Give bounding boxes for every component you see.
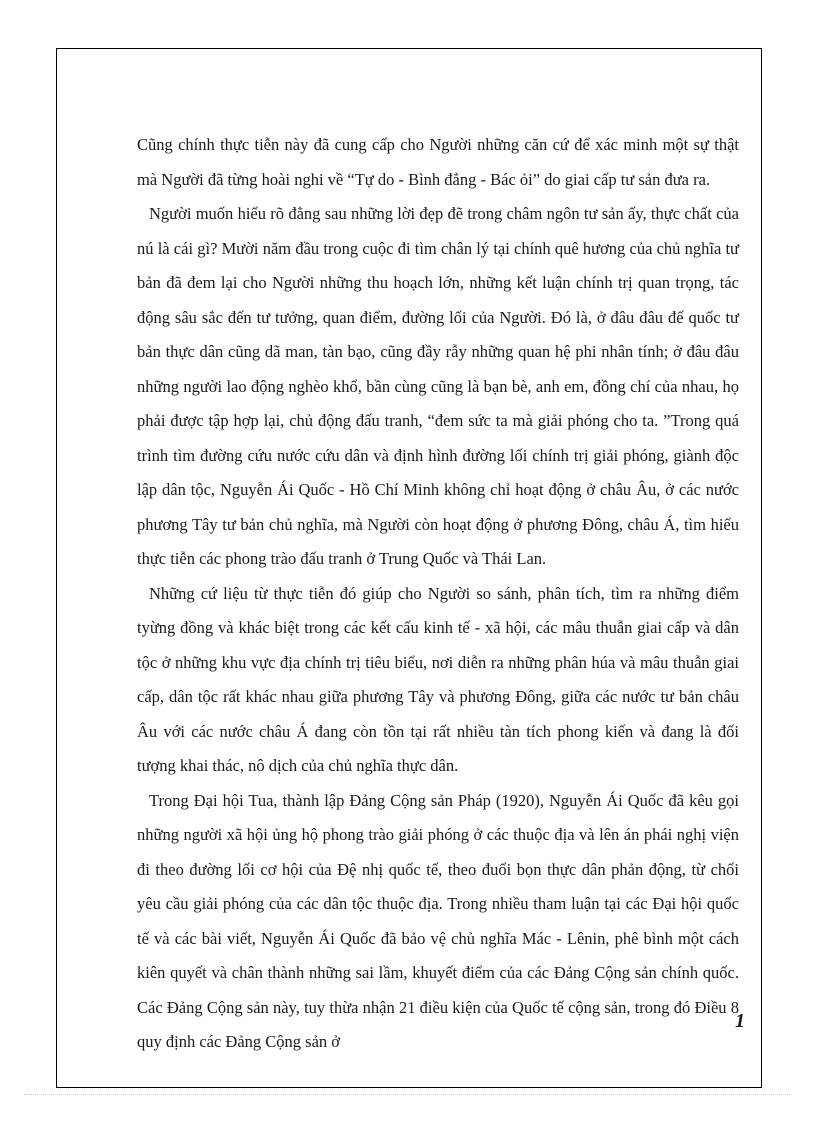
- paragraph-1: Cũng chính thực tiễn này đã cung cấp cho Người những căn cứ để xác minh một sự thật mà Người đã từng hoài nghi về “Tự do - Bình đẳng - Bác ỏi” do giai cấp tư sản đưa ra.: [137, 135, 739, 189]
- bottom-dotted-rule: [24, 1094, 792, 1095]
- paragraph-4: Trong Đại hội Tua, thành lập Đảng Cộng sản Pháp (1920), Nguyễn Ái Quốc đã kêu gọi những người xã hội ủng hộ phong trào giải phóng ở các thuộc địa và lên án phái nghị viện đi theo đường lối cơ hội của Đệ nhị quốc tế, theo đuổi bọn thực dân phản động, từ chối yêu cầu giải phóng của các dân tộc thuộc địa. Trong nhiều tham luận tại các Đại hội quốc tế và các bài viết, Nguyễn Ái Quốc đã bảo vệ chủ nghĩa Mác - Lênin, phê bình một cách kiên quyết và chân thành những sai lầm, khuyết điểm của các Đảng Cộng sản chính quốc. Các Đảng Cộng sản này, tuy thừa nhận 21 điều kiện của Quốc tế cộng sản, trong đó Điều 8 quy định các Đảng Cộng sản ở: [137, 790, 739, 1051]
- page-number: 1: [735, 1010, 745, 1032]
- paragraph-2: Người muốn hiểu rõ đằng sau những lời đẹp đẽ trong châm ngôn tư sản ấy, thực chất của nú là cái gì? Mười năm đầu trong cuộc đi tìm chân lý tại chính quê hương của chủ nghĩa tư bản đã đem lại cho Người những thu hoạch lớn, những kết luận chính trị quan trọng, tác động sâu sắc đến tư tưởng, quan điểm, đường lối của Người. Đó là, ở đâu đâu đế quốc tư bản thực dân cũng dã man, tàn bạo, cũng đầy rẫy những quan hệ phi nhân tính; ở đâu đâu những người lao động nghèo khổ, bần cùng cũng là bạn bè, anh em, đồng chí của nhau, họ phải được tập hợp lại, chủ động đấu tranh, “đem sức ta mà giải phóng cho ta. ”Trong quá trình tìm đường cứu nước cứu dân và định hình đường lối chính trị giải phóng, giành độc lập dân tộc, Nguyễn Ái Quốc - Hồ Chí Minh không chỉ hoạt động ở châu Âu, ở các nước phương Tây tư bản chủ nghĩa, mà Người còn hoạt động ở phương Đông, châu Á, tìm hiểu thực tiễn các phong trào đấu tranh ở Trung Quốc và Thái Lan.: [137, 204, 739, 568]
- document-body: [137, 128, 739, 1060]
- paragraph-3: Những cứ liệu từ thực tiễn đó giúp cho Người so sánh, phân tích, tìm ra những điểm tyừng đồng và khác biệt trong các kết cấu kinh tế - xã hội, các mâu thuẫn giai cấp và dân tộc ở những khu vực địa chính trị tiêu biểu, nơi diễn ra những phân húa và mâu thuẫn giai cấp, dân tộc rất khác nhau giữa phương Tây và phương Đông, giữa các nước tư bản châu Âu với các nước châu Á đang còn tồn tại rất nhiều tàn tích phong kiến và đang là đối tượng khai thác, nô dịch của chủ nghĩa thực dân.: [137, 583, 739, 775]
